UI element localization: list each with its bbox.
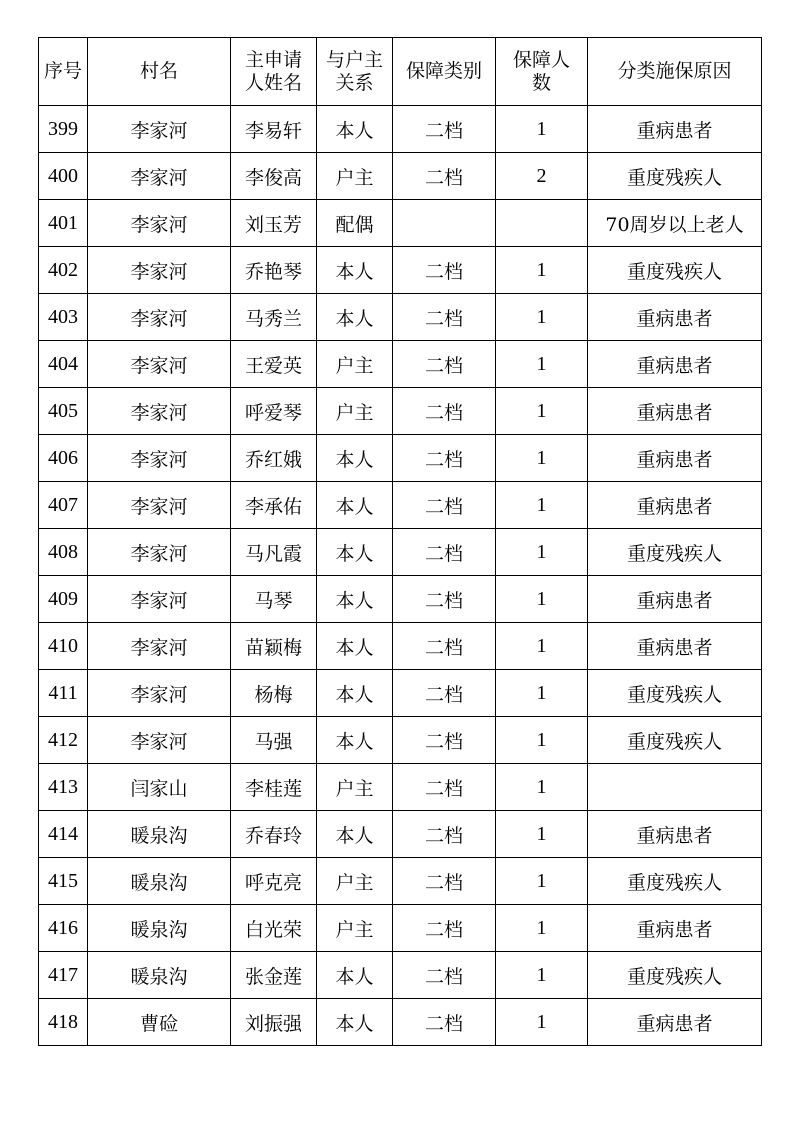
header-relation-line1: 与户主 [325, 48, 383, 71]
cell-relation: 本人 [317, 623, 393, 670]
cell-index: 404 [39, 341, 88, 388]
cell-category: 二档 [393, 482, 496, 529]
cell-reason: 重度残疾人 [588, 952, 762, 999]
cell-applicant-name: 苗颖梅 [231, 623, 317, 670]
cell-village: 李家河 [88, 576, 231, 623]
cell-applicant-name: 呼克亮 [231, 858, 317, 905]
cell-count: 1 [496, 388, 588, 435]
cell-reason: 重病患者 [588, 482, 762, 529]
cell-index: 400 [39, 153, 88, 200]
cell-applicant-name: 王爱英 [231, 341, 317, 388]
table-row [39, 623, 762, 670]
cell-applicant-name: 乔艳琴 [231, 247, 317, 294]
cell-relation: 本人 [317, 294, 393, 341]
cell-count: 1 [496, 106, 588, 153]
table-row [39, 529, 762, 576]
header-applicant [231, 38, 317, 106]
cell-applicant-name: 马凡霞 [231, 529, 317, 576]
cell-index: 402 [39, 247, 88, 294]
cell-relation: 本人 [317, 106, 393, 153]
table-row [39, 341, 762, 388]
cell-applicant-name: 杨梅 [231, 670, 317, 717]
cell-applicant-name: 李承佑 [231, 482, 317, 529]
cell-count: 1 [496, 999, 588, 1046]
cell-applicant-name: 马秀兰 [231, 294, 317, 341]
cell-category: 二档 [393, 811, 496, 858]
cell-village: 暖泉沟 [88, 905, 231, 952]
cell-relation: 户主 [317, 858, 393, 905]
header-village: 村名 [88, 38, 231, 106]
cell-category: 二档 [393, 388, 496, 435]
cell-reason: 重度残疾人 [588, 717, 762, 764]
cell-index: 414 [39, 811, 88, 858]
table-row [39, 858, 762, 905]
cell-village: 李家河 [88, 482, 231, 529]
cell-count: 1 [496, 811, 588, 858]
cell-relation: 本人 [317, 670, 393, 717]
cell-reason: 重度残疾人 [588, 529, 762, 576]
cell-applicant-name: 乔春玲 [231, 811, 317, 858]
cell-index: 409 [39, 576, 88, 623]
cell-category: 二档 [393, 435, 496, 482]
cell-relation: 本人 [317, 811, 393, 858]
cell-reason: 重病患者 [588, 811, 762, 858]
table-row [39, 153, 762, 200]
cell-village: 李家河 [88, 153, 231, 200]
cell-index: 407 [39, 482, 88, 529]
cell-reason: 重病患者 [588, 576, 762, 623]
cell-count: 1 [496, 247, 588, 294]
cell-index: 416 [39, 905, 88, 952]
table-row [39, 294, 762, 341]
cell-reason: 重度残疾人 [588, 858, 762, 905]
table-row [39, 670, 762, 717]
cell-reason: 重病患者 [588, 435, 762, 482]
cell-relation: 户主 [317, 388, 393, 435]
cell-village: 李家河 [88, 341, 231, 388]
table-header [39, 38, 762, 106]
cell-village: 李家河 [88, 717, 231, 764]
cell-relation: 本人 [317, 717, 393, 764]
cell-village: 李家河 [88, 247, 231, 294]
cell-count: 1 [496, 670, 588, 717]
cell-category: 二档 [393, 106, 496, 153]
table-row [39, 576, 762, 623]
cell-village: 李家河 [88, 435, 231, 482]
cell-reason: 70周岁以上老人 [588, 200, 762, 247]
cell-applicant-name: 刘玉芳 [231, 200, 317, 247]
cell-count: 1 [496, 341, 588, 388]
cell-count: 1 [496, 482, 588, 529]
header-relation-line2: 关系 [335, 71, 374, 94]
cell-relation: 本人 [317, 435, 393, 482]
cell-village: 李家河 [88, 529, 231, 576]
cell-relation: 本人 [317, 999, 393, 1046]
cell-index: 412 [39, 717, 88, 764]
assistance-roster-table [38, 37, 762, 1046]
cell-applicant-name: 马强 [231, 717, 317, 764]
cell-relation: 本人 [317, 529, 393, 576]
cell-applicant-name: 张金莲 [231, 952, 317, 999]
cell-reason: 重度残疾人 [588, 247, 762, 294]
cell-index: 413 [39, 764, 88, 811]
cell-index: 399 [39, 106, 88, 153]
table-body [39, 106, 762, 1046]
cell-village: 暖泉沟 [88, 858, 231, 905]
cell-category: 二档 [393, 952, 496, 999]
cell-index: 408 [39, 529, 88, 576]
cell-village: 曹硷 [88, 999, 231, 1046]
table-row [39, 106, 762, 153]
cell-applicant-name: 马琴 [231, 576, 317, 623]
cell-index: 403 [39, 294, 88, 341]
cell-relation: 户主 [317, 905, 393, 952]
cell-index: 406 [39, 435, 88, 482]
cell-category: 二档 [393, 717, 496, 764]
cell-category: 二档 [393, 858, 496, 905]
cell-index: 417 [39, 952, 88, 999]
table-row [39, 200, 762, 247]
cell-reason [588, 764, 762, 811]
table-row [39, 435, 762, 482]
cell-count: 1 [496, 952, 588, 999]
table-row [39, 764, 762, 811]
cell-village: 暖泉沟 [88, 952, 231, 999]
cell-village: 李家河 [88, 200, 231, 247]
header-count-line2: 数 [531, 71, 551, 94]
cell-category: 二档 [393, 341, 496, 388]
cell-applicant-name: 李俊高 [231, 153, 317, 200]
cell-relation: 户主 [317, 153, 393, 200]
cell-category: 二档 [393, 670, 496, 717]
table-row [39, 905, 762, 952]
cell-count: 1 [496, 764, 588, 811]
cell-index: 410 [39, 623, 88, 670]
cell-category: 二档 [393, 529, 496, 576]
cell-village: 李家河 [88, 623, 231, 670]
header-applicant-line2: 人姓名 [244, 71, 302, 94]
cell-count: 2 [496, 153, 588, 200]
cell-reason: 重病患者 [588, 388, 762, 435]
cell-applicant-name: 李易轩 [231, 106, 317, 153]
header-count-line1: 保障人 [512, 48, 570, 71]
header-relation [317, 38, 393, 106]
cell-village: 暖泉沟 [88, 811, 231, 858]
cell-reason: 重度残疾人 [588, 153, 762, 200]
cell-relation: 配偶 [317, 200, 393, 247]
header-applicant-line1: 主申请 [244, 48, 302, 71]
cell-applicant-name: 呼爱琴 [231, 388, 317, 435]
table-row [39, 952, 762, 999]
header-category: 保障类别 [393, 38, 496, 106]
cell-relation: 户主 [317, 764, 393, 811]
cell-count: 1 [496, 435, 588, 482]
table-row [39, 717, 762, 764]
cell-village: 李家河 [88, 388, 231, 435]
cell-village: 李家河 [88, 670, 231, 717]
table-row [39, 811, 762, 858]
cell-reason: 重病患者 [588, 341, 762, 388]
cell-category: 二档 [393, 294, 496, 341]
cell-count: 1 [496, 623, 588, 670]
cell-count: 1 [496, 858, 588, 905]
table-row [39, 482, 762, 529]
cell-count: 1 [496, 576, 588, 623]
cell-count: 1 [496, 905, 588, 952]
cell-category: 二档 [393, 153, 496, 200]
cell-index: 418 [39, 999, 88, 1046]
header-count [496, 38, 588, 106]
cell-reason: 重度残疾人 [588, 670, 762, 717]
cell-applicant-name: 李桂莲 [231, 764, 317, 811]
cell-applicant-name: 刘振强 [231, 999, 317, 1046]
cell-category: 二档 [393, 999, 496, 1046]
cell-index: 401 [39, 200, 88, 247]
cell-index: 405 [39, 388, 88, 435]
header-row [39, 38, 762, 106]
cell-category: 二档 [393, 764, 496, 811]
cell-index: 415 [39, 858, 88, 905]
table-row [39, 247, 762, 294]
cell-category [393, 200, 496, 247]
cell-relation: 本人 [317, 952, 393, 999]
cell-count: 1 [496, 294, 588, 341]
cell-category: 二档 [393, 576, 496, 623]
table-row [39, 388, 762, 435]
cell-count [496, 200, 588, 247]
cell-reason: 重病患者 [588, 623, 762, 670]
cell-count: 1 [496, 529, 588, 576]
cell-village: 李家河 [88, 106, 231, 153]
header-index: 序号 [39, 38, 88, 106]
cell-village: 李家河 [88, 294, 231, 341]
cell-reason: 重病患者 [588, 999, 762, 1046]
cell-applicant-name: 乔红娥 [231, 435, 317, 482]
cell-relation: 户主 [317, 341, 393, 388]
cell-reason: 重病患者 [588, 905, 762, 952]
cell-applicant-name: 白光荣 [231, 905, 317, 952]
cell-count: 1 [496, 717, 588, 764]
cell-reason: 重病患者 [588, 106, 762, 153]
header-reason: 分类施保原因 [588, 38, 762, 106]
cell-category: 二档 [393, 905, 496, 952]
cell-reason: 重病患者 [588, 294, 762, 341]
cell-relation: 本人 [317, 482, 393, 529]
cell-category: 二档 [393, 247, 496, 294]
cell-index: 411 [39, 670, 88, 717]
cell-relation: 本人 [317, 247, 393, 294]
table-row [39, 999, 762, 1046]
cell-category: 二档 [393, 623, 496, 670]
cell-relation: 本人 [317, 576, 393, 623]
cell-village: 闫家山 [88, 764, 231, 811]
